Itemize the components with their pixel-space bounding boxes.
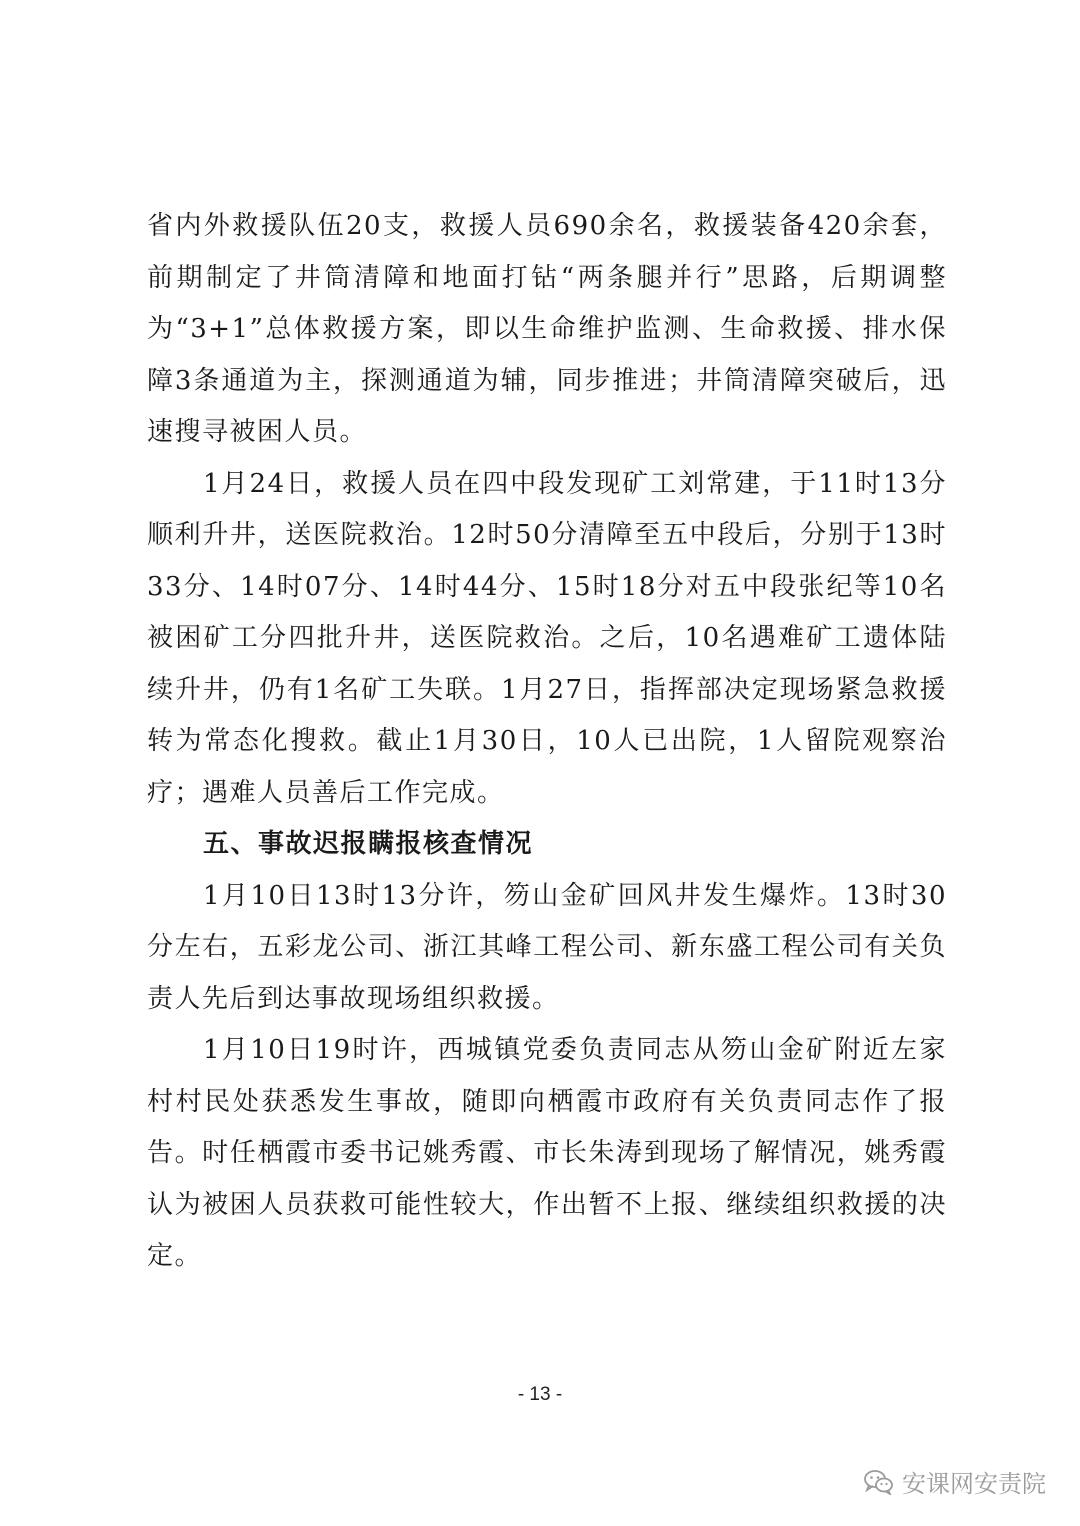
paragraph-rescue-scheme: 省内外救援队伍20支，救援人员690余名，救援装备420余套，前期制定了井筒清障和地面打钻“两条腿并行”思路，后期调整为“3+1”总体救援方案，即以生命维护监测、生命救援、排水保障3条通道为主，探测通道为辅，同步推进；井筒清障突破后，迅速搜寻被困人员。 (147, 211, 947, 447)
page-number: - 13 - (517, 1384, 563, 1405)
paragraph-jan10-explosion: 1月10日13时13分许，笏山金矿回风井发生爆炸。13时30分左右，五彩龙公司、浙江其峰工程公司、新东盛工程公司有关负责人先后到达事故现场组织救援。 (147, 880, 947, 1014)
section-heading: 五、事故迟报瞒报核查情况 (203, 829, 534, 859)
watermark (864, 1464, 1046, 1499)
paragraph-jan24-rescue: 1月24日，救援人员在四中段发现矿工刘常建，于11时13分顺利升井，送医院救治。12时50分清障至五中段后，分别于13时33分、14时07分、14时44分、15时18分对五中段张纪等10名被困矿工分四批升井，送医院救治。之后，10名遇难矿工遗体陆续升井，仍有1名矿工失联。1月27日，指挥部决定现场紧急救援转为常态化搜救。截止1月30日，10人已出院，1人留院观察治疗；遇难人员善后工作完成。 (147, 468, 947, 808)
wechat-icon (864, 1469, 894, 1495)
paragraph-jan10-report: 1月10日19时许，西城镇党委负责同志从笏山金矿附近左家村村民处获悉发生事故，随即向栖霞市政府有关负责同志作了报告。时任栖霞市委书记姚秀霞、市长朱涛到现场了解情况，姚秀霞认为被困人员获救可能性较大，作出暂不上报、继续组织救援的决定。 (147, 1035, 947, 1271)
document-body (147, 201, 947, 1283)
watermark-text: 安课网安责院 (902, 1470, 1046, 1498)
